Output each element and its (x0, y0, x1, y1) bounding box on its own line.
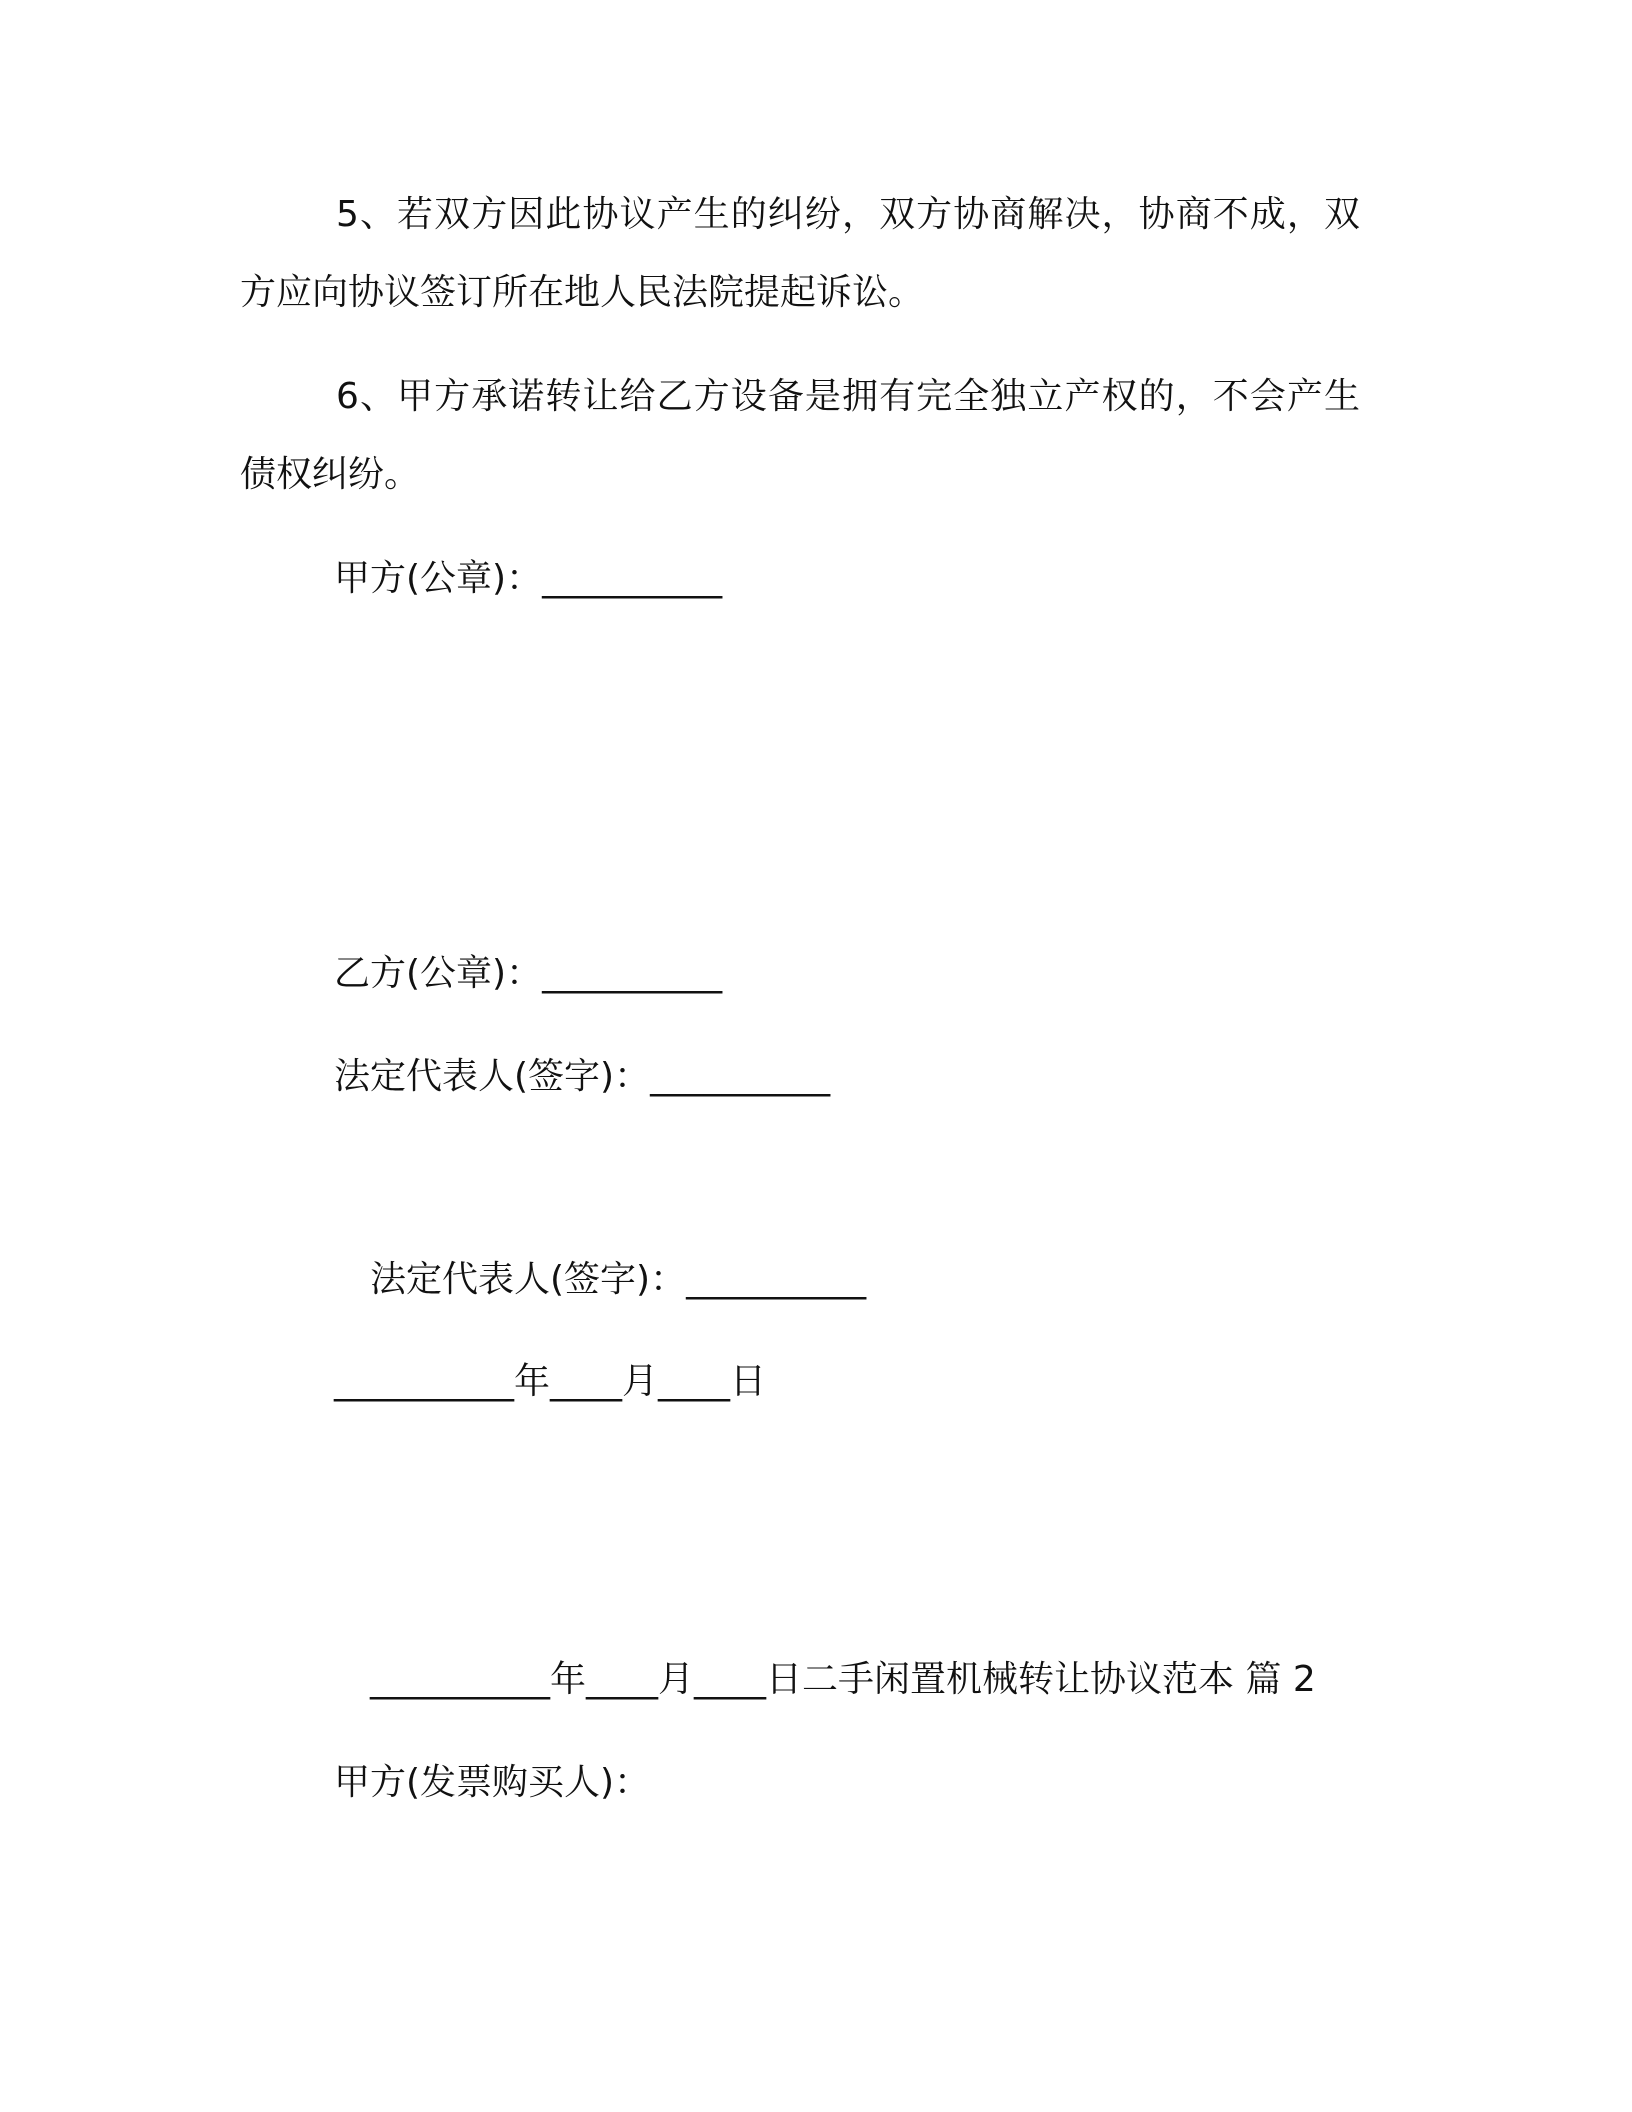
legal-representative-signature-line-2: 法定代表人(签字)：__________ (370, 1259, 867, 1300)
party-b-seal-line: 乙方(公章)：__________ (334, 953, 723, 994)
clause-5: 5、若双方因此协议产生的纠纷，双方协商解决，协商不成，双方应向协议签订所在地人民法院提起诉讼。 (240, 194, 1360, 313)
signing-date-line: __________年____月____日 (334, 1361, 766, 1402)
party-a-invoice-buyer-line: 甲方(发票购买人)： (334, 1762, 651, 1803)
clause-6: 6、甲方承诺转让给乙方设备是拥有完全独立产权的，不会产生债权纠纷。 (240, 376, 1360, 495)
party-a-seal-line: 甲方(公章)：__________ (334, 558, 723, 599)
section-2-heading: __________年____月____日二手闲置机械转让协议范本 篇 2 (370, 1659, 1316, 1700)
legal-representative-signature-line: 法定代表人(签字)：__________ (334, 1056, 831, 1097)
